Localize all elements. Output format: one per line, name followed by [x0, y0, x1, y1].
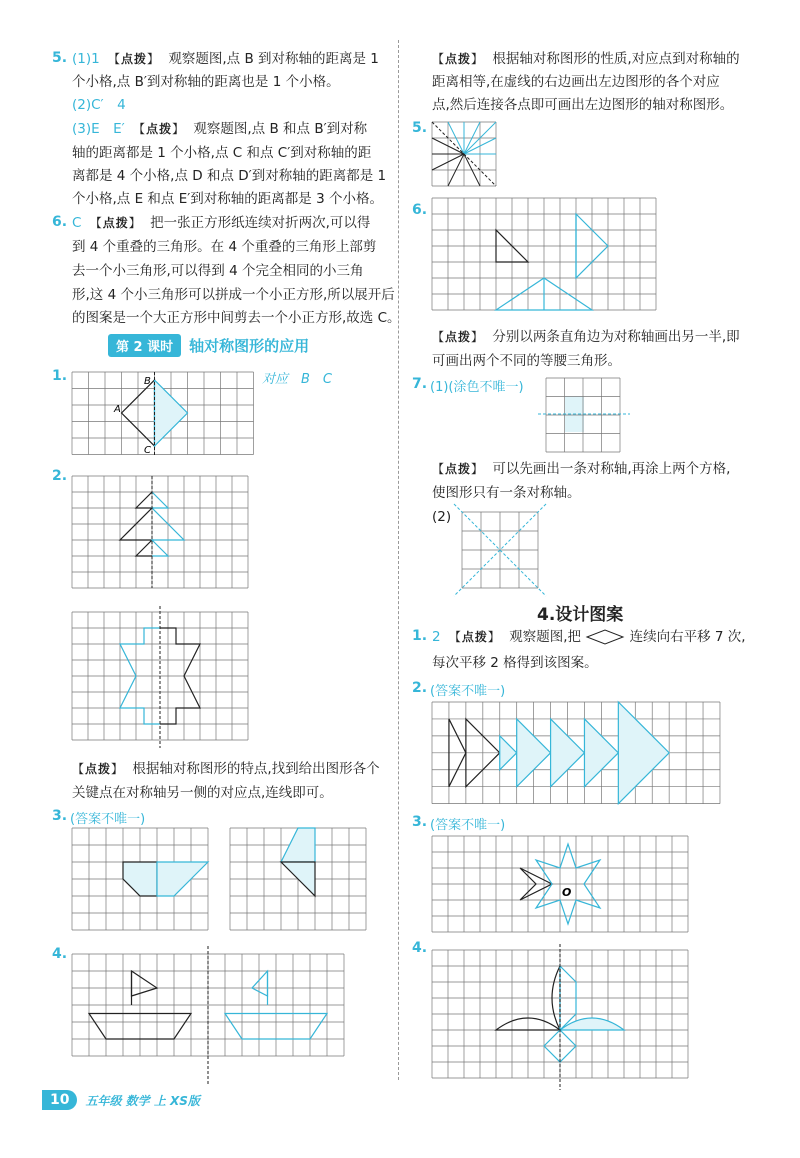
rtop-text: 根据轴对称图形的性质,对应点到对称轴的 — [492, 51, 740, 67]
rq7-part2: (2) — [432, 509, 452, 525]
s4-leaf-pattern — [432, 950, 688, 1078]
label-b: B — [144, 376, 151, 387]
arrow-shape — [618, 702, 669, 804]
q6-text: 去一个小三角形,可以得到 4 个完全相同的小三角 — [72, 263, 364, 279]
q6-text: 到 4 个重叠的三角形。在 4 个重叠的三角形上部剪 — [72, 239, 377, 255]
q6-answer: C — [72, 215, 82, 231]
grid-lines — [72, 954, 344, 1056]
q5-answer-3: (3)E E′ — [72, 121, 125, 137]
tip-label: 【 点拨 】 — [108, 48, 160, 70]
lesson-tag: 第 2 课时 — [108, 334, 181, 357]
lq3-number: 3. — [52, 808, 68, 824]
s3-star-pattern — [432, 836, 688, 932]
s2-number: 2. — [412, 680, 428, 696]
tip-label: 【 点拨 】 — [449, 626, 501, 648]
q5-answer-1: (1)1 — [72, 51, 100, 67]
lq3-arrow-figure — [230, 828, 366, 930]
rq6-number: 6. — [412, 202, 428, 218]
q5-text: 观察题图,点 B 到对称轴的距离是 1 — [168, 51, 379, 67]
tip-label: 【 点拨 】 — [432, 48, 484, 70]
q5-text: 观察题图,点 B 和点 B′到对称 — [193, 121, 368, 137]
lq3-boat-figure — [72, 828, 208, 930]
rq5-number: 5. — [412, 120, 428, 136]
rq7-axes-grid — [462, 512, 538, 588]
lesson-title: 轴对称图形的应用 — [189, 336, 310, 355]
tip-label: 【 点拨 】 — [90, 212, 142, 234]
tip-label: 【 点拨 】 — [432, 458, 484, 480]
grid-lines — [72, 476, 248, 588]
s3-number: 3. — [412, 814, 428, 830]
lq2-tree-figure — [72, 476, 248, 588]
rq7-coloring-grid — [546, 378, 622, 450]
label-a: A — [114, 404, 121, 415]
label-o: O — [562, 886, 572, 899]
s2-arrow-pattern — [432, 702, 720, 804]
lq3-note: (答案不唯一) — [70, 812, 146, 827]
tip-label: 【 点拨 】 — [133, 118, 185, 140]
s1-number: 1. — [412, 628, 428, 644]
rtop-text: 点,然后连接各点即可画出左边图形的轴对称图形。 — [432, 97, 734, 113]
rq7-tip: 可以先画出一条对称轴,再涂上两个方格, — [492, 461, 731, 477]
grid-lines — [432, 836, 688, 932]
lq1-grid-figure — [72, 372, 256, 456]
q6-number: 6. — [52, 214, 68, 230]
s1-answer: 2 — [432, 629, 441, 645]
lq4-sailboat-figure — [72, 954, 344, 1056]
lq2-star-figure — [72, 612, 248, 740]
s3-note: (答案不唯一) — [430, 818, 506, 833]
q5-text: 个小格,点 E 和点 E′到对称轴的距离都是 3 个小格。 — [72, 191, 383, 207]
tip-label: 【 点拨 】 — [432, 326, 484, 348]
rq6-tip: 分别以两条直角边为对称轴画出另一半,即 — [492, 329, 740, 345]
rq7-number: 7. — [412, 376, 428, 392]
rtop-text: 距离相等,在虚线的右边画出左边图形的各个对应 — [432, 74, 720, 90]
lq2-number: 2. — [52, 468, 68, 484]
grid-lines — [546, 378, 620, 452]
footer — [42, 1090, 200, 1110]
q6-text: 形,这 4 个小三角形可以拼成一个小正方形,所以展开后 — [72, 287, 395, 303]
lq4-number: 4. — [52, 946, 68, 962]
lq2-tip: 关键点在对称轴另一侧的对应点,连线即可。 — [72, 785, 333, 801]
rhombus-icon — [585, 629, 625, 645]
lq1-number: 1. — [52, 368, 68, 384]
tip-label: 【 点拨 】 — [72, 758, 124, 780]
rq7-part1: (1)(涂色不唯一) — [430, 380, 524, 395]
arrow-shape — [500, 736, 517, 770]
label-c: C — [144, 445, 151, 456]
q5-number: 5. — [52, 50, 68, 66]
s2-note: (答案不唯一) — [430, 684, 506, 699]
q5-text: 个小格,点 B′到对称轴的距离也是 1 个小格。 — [72, 74, 340, 90]
lesson-heading — [108, 334, 309, 356]
book-title: 五年级 数学 上 XS版 — [85, 1093, 200, 1108]
q5-text: 轴的距离都是 1 个小格,点 C 和点 C′到对称轴的距 — [72, 145, 372, 161]
q5-text: 离都是 4 个小格,点 D 和点 D′到对称轴的距离都是 1 — [72, 168, 387, 184]
section-title: 4.设计图案 — [537, 605, 624, 625]
rq6-triangles-figure — [432, 198, 656, 310]
page-number: 10 — [42, 1090, 77, 1110]
q5-answer-2: (2)C′ 4 — [72, 97, 126, 113]
q6-text: 的图案是一个大正方形中间剪去一个小正方形,故选 C。 — [72, 310, 401, 326]
rq7-tip: 使图形只有一条对称轴。 — [432, 485, 581, 501]
rq6-tip: 可画出两个不同的等腰三角形。 — [432, 353, 621, 369]
column-divider — [398, 40, 399, 1080]
s4-number: 4. — [412, 940, 428, 956]
lq2-tip: 根据轴对称图形的特点,找到给出图形各个 — [132, 761, 380, 777]
rq5-pinwheel-figure — [432, 122, 498, 186]
lq1-answer: 对应 B C — [262, 372, 332, 387]
q6-text: 把一张正方形纸连续对折两次,可以得 — [150, 215, 371, 231]
s1-text: 连续向右平移 7 次, — [629, 629, 746, 645]
s1-text: 观察题图,把 — [509, 629, 582, 645]
s1-text: 每次平移 2 格得到该图案。 — [432, 655, 598, 671]
